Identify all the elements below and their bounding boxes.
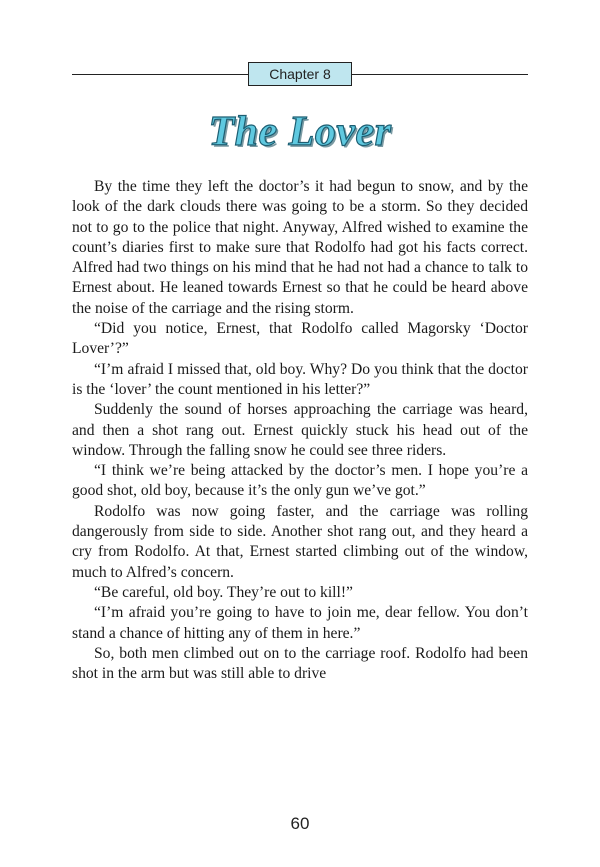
paragraph: “I think we’re being attacked by the doctor’s men. I hope you’re a good shot, old boy, because it’s the only gun we’ve got.”: [72, 462, 528, 500]
paragraph: “I’m afraid I missed that, old boy. Why? Do you think that the doctor is the ‘lover’ the count mentioned in his letter?”: [72, 360, 528, 398]
chapter-title: The Lover: [208, 109, 392, 155]
chapter-label: Chapter 8: [248, 62, 352, 86]
header-rule-left: [72, 74, 248, 75]
paragraph: By the time they left the doctor’s it had begun to snow, and by the look of the dark clouds there was going to be a storm. So they decided not to go to the police that night. Anyway, Alfred wished to examine the count’s diaries first to make sure that Rodolfo had got his facts correct. Alfred had two things on his mind that he had not had a chance to talk to Ernest about. He leaned towards Ernest so that he could be heard above the noise of the carriage and the rising storm.: [72, 178, 528, 317]
chapter-header: [72, 62, 528, 88]
page-number: 60: [290, 814, 310, 833]
paragraph: “Be careful, old boy. They’re out to kill!”: [94, 583, 353, 601]
header-rule-right: [352, 74, 528, 75]
body-text: [72, 177, 528, 684]
paragraph: Rodolfo was now going faster, and the carriage was rolling dangerously from side to side. Another shot rang out, and they heard a cry from Rodolfo. At that, Ernest started climbing out of the window, much to Alfred’s concern.: [72, 502, 528, 581]
paragraph: “I’m afraid you’re going to have to join me, dear fellow. You don’t stand a chance of hitting any of them in here.”: [72, 604, 528, 642]
paragraph: “Did you notice, Ernest, that Rodolfo called Magorsky ‘Doctor Lover’?”: [72, 320, 528, 358]
paragraph: So, both men climbed out on to the carriage roof. Rodolfo had been shot in the arm but was still able to drive: [72, 644, 528, 683]
paragraph: Suddenly the sound of horses approaching the carriage was heard, and then a shot rang out. Ernest quickly stuck his head out of the window. Through the falling snow he could see three riders.: [72, 401, 528, 459]
